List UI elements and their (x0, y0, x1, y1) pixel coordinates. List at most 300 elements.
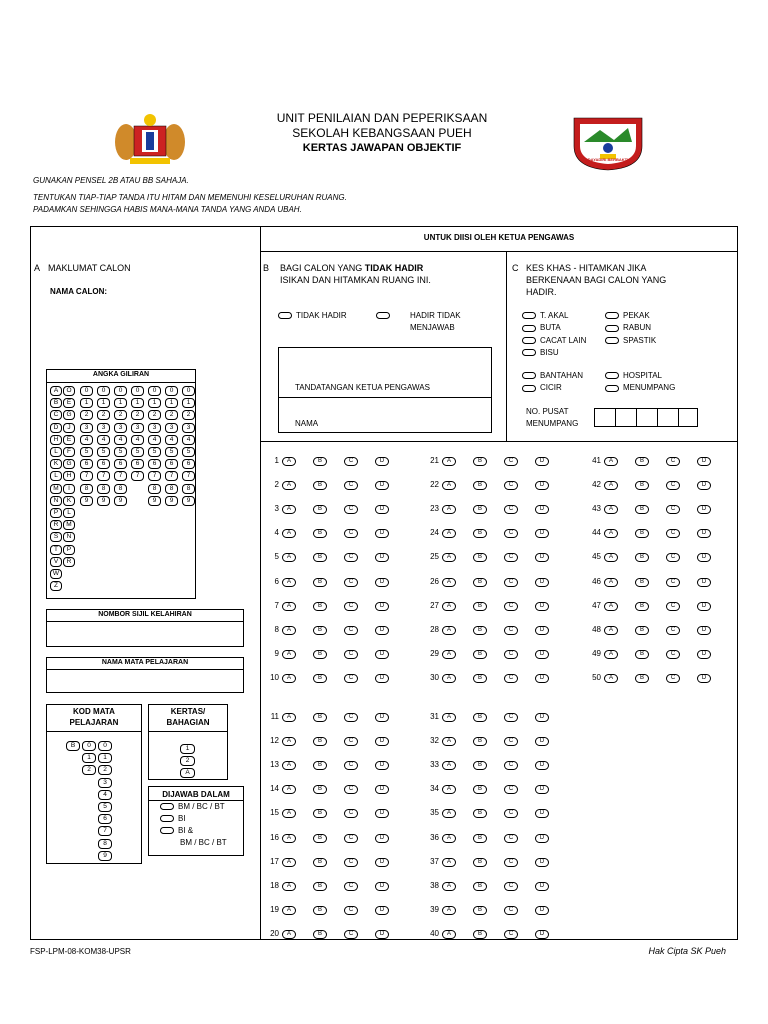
answer-bubble[interactable]: D (535, 834, 549, 843)
answer-bubble[interactable]: D (375, 785, 389, 794)
answer-bubble[interactable]: A (442, 674, 456, 683)
answer-bubble[interactable]: C (504, 602, 518, 611)
angka-digit[interactable]: 1 (114, 398, 127, 408)
hadir-tidak-oval[interactable] (376, 312, 390, 319)
angka-letter-1[interactable]: L (50, 471, 62, 481)
angka-digit[interactable]: 2 (182, 410, 195, 420)
angka-letter-2[interactable]: R (63, 557, 75, 567)
answer-bubble[interactable]: D (697, 529, 711, 538)
answer-bubble[interactable]: C (666, 553, 680, 562)
answer-bubble[interactable]: B (635, 602, 649, 611)
angka-digit[interactable]: 1 (131, 398, 144, 408)
answer-bubble[interactable]: A (282, 713, 296, 722)
answer-bubble[interactable]: B (313, 553, 327, 562)
angka-digit[interactable]: 5 (114, 447, 127, 457)
answer-bubble[interactable]: A (442, 553, 456, 562)
answer-bubble[interactable]: A (282, 602, 296, 611)
answer-bubble[interactable]: D (697, 505, 711, 514)
answer-bubble[interactable]: D (535, 553, 549, 562)
answer-bubble[interactable]: A (282, 858, 296, 867)
angka-digit[interactable]: 0 (131, 386, 144, 396)
angka-digit[interactable]: 9 (80, 496, 93, 506)
answer-bubble[interactable]: B (313, 761, 327, 770)
angka-digit[interactable]: 0 (97, 386, 110, 396)
answer-bubble[interactable]: A (604, 481, 618, 490)
answer-bubble[interactable]: C (666, 578, 680, 587)
answer-bubble[interactable]: B (473, 505, 487, 514)
kes-khas-option[interactable] (522, 371, 583, 380)
answer-bubble[interactable]: C (344, 626, 358, 635)
kod-digit[interactable]: 2 (98, 765, 112, 775)
answer-bubble[interactable]: C (666, 505, 680, 514)
angka-digit[interactable]: 5 (131, 447, 144, 457)
answer-bubble[interactable]: D (375, 713, 389, 722)
answer-bubble[interactable]: A (604, 553, 618, 562)
angka-digit[interactable]: 2 (148, 410, 161, 420)
angka-letter-2[interactable]: F (63, 447, 75, 457)
angka-digit[interactable]: 9 (165, 496, 178, 506)
answer-bubble[interactable]: D (375, 882, 389, 891)
angka-digit[interactable]: 4 (131, 435, 144, 445)
angka-letter-2[interactable]: G (63, 410, 75, 420)
answer-bubble[interactable]: D (375, 809, 389, 818)
angka-letter-1[interactable]: M (50, 484, 62, 494)
answer-bubble[interactable]: D (375, 481, 389, 490)
answer-bubble[interactable]: D (535, 578, 549, 587)
kes-khas-oval[interactable] (522, 372, 536, 379)
answer-bubble[interactable]: A (282, 761, 296, 770)
answer-bubble[interactable]: C (504, 578, 518, 587)
angka-digit[interactable]: 6 (148, 459, 161, 469)
angka-digit[interactable]: 3 (80, 423, 93, 433)
angka-digit[interactable]: 6 (114, 459, 127, 469)
answer-bubble[interactable]: D (697, 626, 711, 635)
answer-bubble[interactable]: C (504, 906, 518, 915)
angka-digit[interactable]: 1 (148, 398, 161, 408)
angka-digit[interactable]: 8 (114, 484, 127, 494)
angka-digit[interactable]: 3 (182, 423, 195, 433)
kod-digit[interactable]: 2 (82, 765, 96, 775)
answer-bubble[interactable]: B (473, 650, 487, 659)
answer-bubble[interactable]: B (473, 906, 487, 915)
answer-bubble[interactable]: D (375, 650, 389, 659)
kes-khas-option[interactable] (522, 311, 568, 320)
angka-digit[interactable]: 0 (114, 386, 127, 396)
angka-letter-2[interactable]: E (63, 435, 75, 445)
answer-bubble[interactable]: B (473, 457, 487, 466)
angka-letter-1[interactable]: N (50, 496, 62, 506)
kes-khas-oval[interactable] (605, 325, 619, 332)
answer-bubble[interactable]: B (473, 626, 487, 635)
answer-bubble[interactable]: A (282, 529, 296, 538)
answer-bubble[interactable]: B (313, 626, 327, 635)
answer-bubble[interactable]: B (313, 834, 327, 843)
answer-bubble[interactable]: A (442, 505, 456, 514)
answer-bubble[interactable]: C (344, 930, 358, 939)
angka-digit[interactable]: 1 (182, 398, 195, 408)
answer-bubble[interactable]: A (442, 809, 456, 818)
answer-bubble[interactable]: B (635, 578, 649, 587)
angka-digit[interactable]: 4 (182, 435, 195, 445)
angka-digit[interactable]: 7 (165, 471, 178, 481)
answer-bubble[interactable]: C (504, 505, 518, 514)
angka-letter-2[interactable]: H (63, 471, 75, 481)
answer-bubble[interactable]: D (535, 882, 549, 891)
answer-bubble[interactable]: D (535, 930, 549, 939)
answer-bubble[interactable]: D (375, 761, 389, 770)
answer-bubble[interactable]: B (473, 553, 487, 562)
answer-bubble[interactable]: C (344, 650, 358, 659)
answer-bubble[interactable]: C (666, 529, 680, 538)
angka-digit[interactable]: 9 (148, 496, 161, 506)
answer-bubble[interactable]: B (473, 713, 487, 722)
answer-bubble[interactable]: B (313, 930, 327, 939)
angka-digit[interactable]: 7 (80, 471, 93, 481)
kertas-option-1[interactable]: 1 (180, 744, 195, 754)
kod-letter[interactable]: B (66, 741, 80, 751)
answer-bubble[interactable]: B (635, 505, 649, 514)
angka-digit[interactable]: 2 (165, 410, 178, 420)
answer-bubble[interactable]: D (375, 737, 389, 746)
answer-bubble[interactable]: C (504, 737, 518, 746)
angka-digit[interactable]: 6 (131, 459, 144, 469)
answer-bubble[interactable]: B (473, 930, 487, 939)
answer-bubble[interactable]: D (375, 906, 389, 915)
angka-digit[interactable]: 6 (97, 459, 110, 469)
hadir-tidak-option[interactable] (376, 311, 394, 320)
answer-bubble[interactable]: D (535, 457, 549, 466)
answer-bubble[interactable]: B (635, 626, 649, 635)
angka-digit[interactable]: 9 (97, 496, 110, 506)
kes-khas-option[interactable] (522, 348, 559, 357)
angka-digit[interactable]: 2 (131, 410, 144, 420)
angka-digit[interactable]: 4 (80, 435, 93, 445)
angka-digit[interactable]: 9 (182, 496, 195, 506)
tidak-hadir-option[interactable] (278, 311, 347, 320)
answer-bubble[interactable]: C (344, 553, 358, 562)
answer-bubble[interactable]: C (344, 578, 358, 587)
dijawab-oval-2[interactable] (160, 815, 174, 822)
answer-bubble[interactable]: C (666, 626, 680, 635)
answer-bubble[interactable]: D (375, 529, 389, 538)
answer-bubble[interactable]: A (604, 602, 618, 611)
angka-digit[interactable]: 1 (80, 398, 93, 408)
answer-bubble[interactable]: C (666, 457, 680, 466)
answer-bubble[interactable]: A (442, 785, 456, 794)
answer-bubble[interactable]: A (442, 858, 456, 867)
angka-letter-1[interactable]: S (50, 532, 62, 542)
answer-bubble[interactable]: B (313, 906, 327, 915)
answer-bubble[interactable]: D (697, 481, 711, 490)
answer-bubble[interactable]: D (375, 834, 389, 843)
angka-digit[interactable]: 8 (148, 484, 161, 494)
answer-bubble[interactable]: D (535, 602, 549, 611)
answer-bubble[interactable]: A (282, 578, 296, 587)
answer-bubble[interactable]: A (442, 882, 456, 891)
angka-digit[interactable]: 6 (80, 459, 93, 469)
dijawab-option-1[interactable] (160, 802, 225, 811)
angka-digit[interactable]: 3 (148, 423, 161, 433)
answer-bubble[interactable]: B (473, 529, 487, 538)
kes-khas-oval[interactable] (522, 325, 536, 332)
answer-bubble[interactable]: C (666, 650, 680, 659)
answer-bubble[interactable]: C (344, 906, 358, 915)
answer-bubble[interactable]: A (282, 553, 296, 562)
angka-digit[interactable]: 7 (114, 471, 127, 481)
answer-bubble[interactable]: D (375, 674, 389, 683)
kes-khas-option[interactable] (522, 383, 562, 392)
kes-khas-option[interactable] (605, 336, 656, 345)
pusat-boxes[interactable] (594, 408, 698, 427)
answer-bubble[interactable]: B (313, 602, 327, 611)
answer-bubble[interactable]: B (635, 481, 649, 490)
answer-bubble[interactable]: C (666, 481, 680, 490)
answer-bubble[interactable]: D (535, 650, 549, 659)
answer-bubble[interactable]: B (313, 650, 327, 659)
kes-khas-oval[interactable] (605, 312, 619, 319)
angka-digit[interactable]: 7 (97, 471, 110, 481)
answer-bubble[interactable]: D (375, 553, 389, 562)
answer-bubble[interactable]: C (344, 858, 358, 867)
answer-bubble[interactable]: B (313, 457, 327, 466)
answer-bubble[interactable]: C (504, 858, 518, 867)
answer-bubble[interactable]: C (504, 761, 518, 770)
angka-letter-1[interactable]: D (50, 423, 62, 433)
kes-khas-oval[interactable] (522, 337, 536, 344)
kes-khas-option[interactable] (522, 323, 561, 332)
angka-letter-2[interactable]: P (63, 545, 75, 555)
angka-digit[interactable]: 1 (97, 398, 110, 408)
answer-bubble[interactable]: A (282, 906, 296, 915)
answer-bubble[interactable]: C (504, 930, 518, 939)
answer-bubble[interactable]: B (473, 834, 487, 843)
dijawab-oval-3[interactable] (160, 827, 174, 834)
angka-letter-2[interactable]: J (63, 423, 75, 433)
answer-bubble[interactable]: B (473, 737, 487, 746)
answer-bubble[interactable]: D (697, 602, 711, 611)
angka-digit[interactable]: 0 (165, 386, 178, 396)
answer-bubble[interactable]: A (282, 882, 296, 891)
answer-bubble[interactable]: A (604, 650, 618, 659)
answer-bubble[interactable]: C (504, 626, 518, 635)
kod-digit[interactable]: 8 (98, 839, 112, 849)
angka-digit[interactable]: 2 (114, 410, 127, 420)
answer-bubble[interactable]: B (473, 809, 487, 818)
kes-khas-oval[interactable] (605, 372, 619, 379)
kod-digit[interactable]: 1 (98, 753, 112, 763)
angka-digit[interactable]: 2 (97, 410, 110, 420)
angka-letter-1[interactable]: H (50, 435, 62, 445)
kes-khas-option[interactable] (605, 311, 650, 320)
angka-digit[interactable]: 5 (148, 447, 161, 457)
answer-bubble[interactable]: A (442, 578, 456, 587)
answer-bubble[interactable]: B (473, 882, 487, 891)
kod-digit[interactable]: 9 (98, 851, 112, 861)
answer-bubble[interactable]: C (504, 713, 518, 722)
answer-bubble[interactable]: A (282, 457, 296, 466)
answer-bubble[interactable]: B (313, 737, 327, 746)
answer-bubble[interactable]: C (344, 457, 358, 466)
kes-khas-option[interactable] (605, 383, 675, 392)
kes-khas-option[interactable] (605, 371, 662, 380)
kod-digit[interactable]: 5 (98, 802, 112, 812)
answer-bubble[interactable]: D (535, 674, 549, 683)
angka-letter-1[interactable]: W (50, 569, 62, 579)
kod-digit[interactable]: 3 (98, 778, 112, 788)
answer-bubble[interactable]: B (313, 529, 327, 538)
angka-digit[interactable]: 7 (148, 471, 161, 481)
kod-digit[interactable]: 4 (98, 790, 112, 800)
tidak-hadir-oval[interactable] (278, 312, 292, 319)
answer-bubble[interactable]: B (313, 785, 327, 794)
answer-bubble[interactable]: A (442, 761, 456, 770)
kod-digit[interactable]: 7 (98, 826, 112, 836)
angka-digit[interactable]: 4 (148, 435, 161, 445)
angka-digit[interactable]: 9 (114, 496, 127, 506)
answer-bubble[interactable]: C (344, 882, 358, 891)
answer-bubble[interactable]: C (344, 481, 358, 490)
answer-bubble[interactable]: B (313, 713, 327, 722)
answer-bubble[interactable]: A (282, 626, 296, 635)
angka-digit[interactable]: 8 (182, 484, 195, 494)
answer-bubble[interactable]: C (344, 713, 358, 722)
answer-bubble[interactable]: B (473, 858, 487, 867)
angka-letter-1[interactable]: T (50, 545, 62, 555)
answer-bubble[interactable]: C (504, 809, 518, 818)
angka-digit[interactable]: 8 (97, 484, 110, 494)
kes-khas-option[interactable] (605, 323, 651, 332)
answer-bubble[interactable]: B (313, 505, 327, 514)
answer-bubble[interactable]: D (375, 626, 389, 635)
angka-letter-2[interactable]: G (63, 459, 75, 469)
answer-bubble[interactable]: D (535, 481, 549, 490)
answer-bubble[interactable]: B (313, 481, 327, 490)
answer-bubble[interactable]: C (666, 602, 680, 611)
kod-digit[interactable]: 0 (82, 741, 96, 751)
angka-digit[interactable]: 0 (80, 386, 93, 396)
kes-khas-oval[interactable] (522, 312, 536, 319)
angka-letter-1[interactable]: B (50, 398, 62, 408)
answer-bubble[interactable]: A (282, 650, 296, 659)
answer-bubble[interactable]: C (344, 809, 358, 818)
answer-bubble[interactable]: C (504, 529, 518, 538)
answer-bubble[interactable]: C (344, 602, 358, 611)
answer-bubble[interactable]: C (344, 785, 358, 794)
angka-letter-1[interactable]: K (50, 459, 62, 469)
angka-letter-2[interactable]: K (63, 496, 75, 506)
angka-digit[interactable]: 8 (80, 484, 93, 494)
angka-letter-2[interactable]: L (63, 508, 75, 518)
answer-bubble[interactable]: A (442, 713, 456, 722)
angka-letter-1[interactable]: R (50, 520, 62, 530)
answer-bubble[interactable]: C (504, 785, 518, 794)
answer-bubble[interactable]: D (535, 906, 549, 915)
answer-bubble[interactable]: B (635, 553, 649, 562)
kes-khas-oval[interactable] (522, 385, 536, 392)
answer-bubble[interactable]: B (473, 578, 487, 587)
angka-digit[interactable]: 0 (148, 386, 161, 396)
angka-letter-1[interactable]: L (50, 447, 62, 457)
kod-digit[interactable]: 0 (98, 741, 112, 751)
answer-bubble[interactable]: A (442, 626, 456, 635)
answer-bubble[interactable]: D (535, 809, 549, 818)
angka-letter-2[interactable]: N (63, 532, 75, 542)
angka-digit[interactable]: 4 (114, 435, 127, 445)
answer-bubble[interactable]: A (442, 906, 456, 915)
angka-digit[interactable]: 3 (131, 423, 144, 433)
angka-letter-1[interactable]: A (50, 386, 62, 396)
answer-bubble[interactable]: D (697, 650, 711, 659)
answer-bubble[interactable]: C (344, 505, 358, 514)
answer-bubble[interactable]: C (504, 457, 518, 466)
answer-bubble[interactable]: C (344, 834, 358, 843)
angka-digit[interactable]: 1 (165, 398, 178, 408)
kod-digit[interactable]: 1 (82, 753, 96, 763)
answer-bubble[interactable]: C (504, 650, 518, 659)
answer-bubble[interactable]: D (697, 457, 711, 466)
angka-letter-2[interactable]: E (63, 398, 75, 408)
answer-bubble[interactable]: B (313, 882, 327, 891)
answer-bubble[interactable]: B (473, 674, 487, 683)
answer-bubble[interactable]: D (535, 505, 549, 514)
angka-digit[interactable]: 0 (182, 386, 195, 396)
angka-letter-1[interactable]: Z (50, 581, 62, 591)
answer-bubble[interactable]: D (535, 761, 549, 770)
answer-bubble[interactable]: D (375, 578, 389, 587)
angka-digit[interactable]: 2 (80, 410, 93, 420)
answer-bubble[interactable]: C (504, 834, 518, 843)
answer-bubble[interactable]: C (504, 882, 518, 891)
answer-bubble[interactable]: A (282, 930, 296, 939)
angka-letter-2[interactable]: O (63, 386, 75, 396)
answer-bubble[interactable]: C (344, 529, 358, 538)
answer-bubble[interactable]: A (282, 737, 296, 746)
answer-bubble[interactable]: A (282, 505, 296, 514)
answer-bubble[interactable]: A (604, 529, 618, 538)
answer-bubble[interactable]: C (344, 737, 358, 746)
answer-bubble[interactable]: D (535, 626, 549, 635)
answer-bubble[interactable]: D (375, 930, 389, 939)
answer-bubble[interactable]: A (282, 481, 296, 490)
answer-bubble[interactable]: B (635, 650, 649, 659)
answer-bubble[interactable]: B (473, 602, 487, 611)
answer-bubble[interactable]: D (375, 505, 389, 514)
angka-letter-1[interactable]: V (50, 557, 62, 567)
angka-digit[interactable]: 4 (97, 435, 110, 445)
answer-bubble[interactable]: B (473, 785, 487, 794)
answer-bubble[interactable]: A (442, 602, 456, 611)
answer-bubble[interactable]: D (697, 578, 711, 587)
answer-bubble[interactable]: A (282, 834, 296, 843)
answer-bubble[interactable]: B (635, 457, 649, 466)
angka-digit[interactable]: 6 (165, 459, 178, 469)
angka-digit[interactable]: 5 (80, 447, 93, 457)
answer-bubble[interactable]: A (282, 809, 296, 818)
kes-khas-oval[interactable] (522, 349, 536, 356)
answer-bubble[interactable]: D (535, 785, 549, 794)
answer-bubble[interactable]: A (604, 578, 618, 587)
answer-bubble[interactable]: C (666, 674, 680, 683)
kes-khas-oval[interactable] (605, 385, 619, 392)
angka-digit[interactable]: 6 (182, 459, 195, 469)
angka-digit[interactable]: 8 (165, 484, 178, 494)
angka-digit[interactable]: 4 (165, 435, 178, 445)
dijawab-oval-1[interactable] (160, 803, 174, 810)
answer-bubble[interactable]: A (442, 457, 456, 466)
answer-bubble[interactable]: D (697, 674, 711, 683)
answer-bubble[interactable]: C (344, 674, 358, 683)
kod-digit[interactable]: 6 (98, 814, 112, 824)
